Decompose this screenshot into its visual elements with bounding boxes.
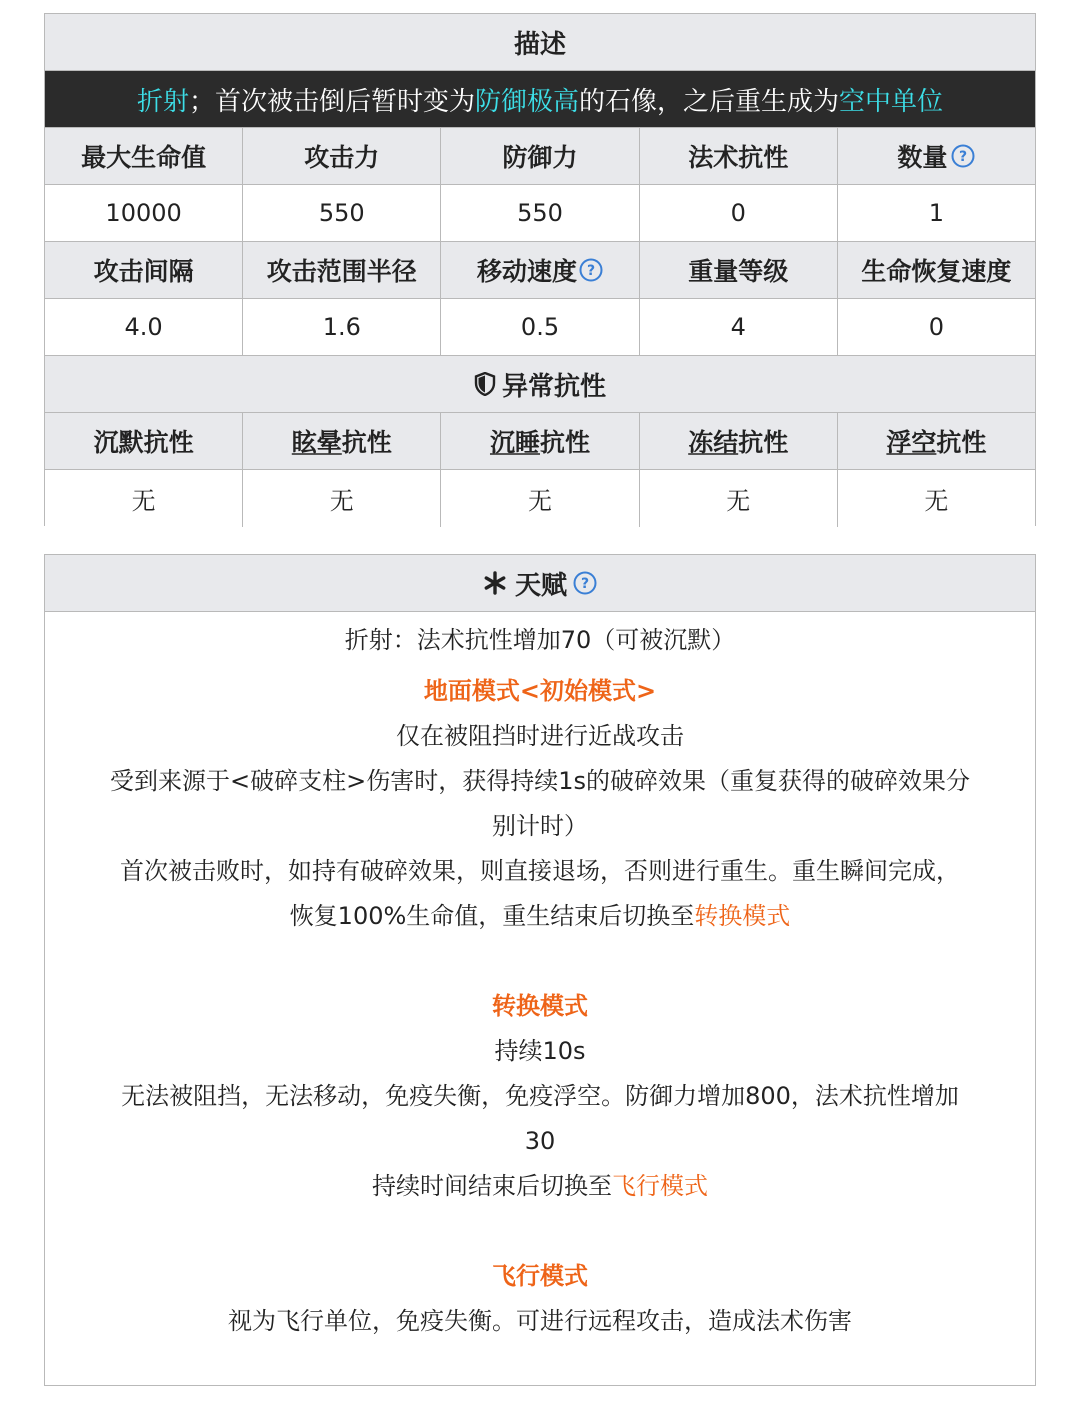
spacer	[45, 1209, 1035, 1254]
resist-value-row	[45, 470, 1035, 527]
stat-label-count	[838, 128, 1035, 184]
resist-label	[838, 413, 1035, 469]
stat-label: 防御力	[441, 128, 639, 184]
asterisk-icon	[483, 571, 507, 595]
stats-value-row-1	[45, 185, 1035, 242]
resist-label	[243, 413, 441, 469]
talent-line: 首次被击败时，如持有破碎效果，则直接退场，否则进行重生。重生瞬间完成，	[120, 857, 960, 885]
resist-label	[441, 413, 639, 469]
switch-mode-title: 转换模式	[492, 992, 588, 1020]
resist-link[interactable]: 眩晕	[291, 428, 342, 457]
stats-label-row-1	[45, 128, 1035, 185]
talent-text: 恢复100%生命值，重生结束后切换至	[289, 902, 695, 930]
stat-value: 4	[640, 299, 838, 355]
stat-label: 法术抗性	[640, 128, 838, 184]
stat-value: 0	[838, 299, 1035, 355]
resist-label-text: 抗性	[341, 428, 392, 457]
stat-value: 0	[640, 185, 838, 241]
svg-text:?: ?	[959, 149, 968, 165]
resist-value: 无	[640, 470, 838, 527]
talent-title: 天赋	[514, 570, 567, 601]
talent-line: 持续10s	[494, 1037, 586, 1065]
stat-value: 1.6	[243, 299, 441, 355]
stat-label-speed	[441, 242, 639, 298]
desc-seg-0[interactable]: 折射	[136, 86, 189, 117]
stats-value-row-2	[45, 299, 1035, 356]
resist-title: 异常抗性	[501, 371, 606, 402]
fly-mode-title: 飞行模式	[492, 1262, 588, 1290]
talent-line: 折射：法术抗性增加70（可被沉默）	[344, 626, 736, 654]
talent-panel	[44, 554, 1036, 1386]
talent-header	[45, 555, 1035, 612]
resist-label-text: 抗性	[936, 428, 987, 457]
ground-mode-title: 地面模式<初始模式>	[423, 677, 657, 705]
shield-icon	[474, 372, 496, 396]
stat-value: 10000	[45, 185, 243, 241]
description-bar	[45, 71, 1035, 128]
resist-label-text: 沉默抗性	[93, 428, 194, 457]
switch-mode-link[interactable]: 转换模式	[694, 902, 791, 930]
stats-label-row-2	[45, 242, 1035, 299]
help-icon[interactable]	[951, 144, 975, 168]
resist-value: 无	[838, 470, 1035, 527]
resist-label-text: 抗性	[738, 428, 789, 457]
help-icon[interactable]	[573, 571, 597, 595]
talent-line	[45, 1164, 1035, 1209]
fly-mode-link[interactable]: 飞行模式	[612, 1172, 708, 1200]
stat-value: 0.5	[441, 299, 639, 355]
resist-link[interactable]: 冻结	[688, 428, 739, 457]
resist-label-text: 抗性	[540, 428, 591, 457]
stat-label: 数量	[897, 143, 948, 172]
stat-label: 生命恢复速度	[861, 257, 1012, 286]
svg-text:?: ?	[586, 263, 596, 279]
stat-value: 550	[243, 185, 441, 241]
resist-label	[45, 413, 243, 469]
stat-value: 4.0	[45, 299, 243, 355]
talent-line: 受到来源于<破碎支柱>伤害时，获得持续1s的破碎效果（重复获得的破碎效果分	[110, 767, 970, 795]
resist-link[interactable]: 沉睡	[489, 428, 540, 457]
resist-header	[45, 356, 1035, 413]
resist-label	[640, 413, 838, 469]
talent-line	[45, 894, 1035, 939]
help-icon[interactable]	[579, 258, 603, 282]
stat-label: 最大生命值	[45, 128, 243, 184]
desc-seg-4[interactable]: 空中单位	[839, 86, 944, 117]
svg-text:?: ?	[580, 576, 590, 592]
description-header	[45, 14, 1035, 71]
resist-value: 无	[243, 470, 441, 527]
stat-label: 重量等级	[640, 242, 838, 298]
stat-value: 1	[838, 185, 1035, 241]
stat-label: 移动速度	[477, 257, 578, 286]
talent-line: 视为飞行单位，免疫失衡。可进行远程攻击，造成法术伤害	[228, 1307, 852, 1335]
resist-value: 无	[45, 470, 243, 527]
enemy-stats-panel	[44, 13, 1036, 526]
talent-line: 别计时）	[492, 812, 588, 840]
stat-value: 550	[441, 185, 639, 241]
resist-label-row	[45, 413, 1035, 470]
desc-seg-3: 的石像，之后重生成为	[579, 86, 840, 117]
talent-text: 持续时间结束后切换至	[372, 1172, 612, 1200]
talent-line: 无法被阻挡，无法移动，免疫失衡，免疫浮空。防御力增加800，法术抗性增加	[121, 1082, 959, 1110]
talent-line: 仅在被阻挡时进行近战攻击	[396, 722, 684, 750]
talent-line: 30	[524, 1127, 556, 1155]
stat-label: 攻击力	[243, 128, 441, 184]
spacer	[45, 939, 1035, 984]
resist-value: 无	[441, 470, 639, 527]
talent-body	[45, 612, 1035, 1344]
desc-seg-1: ；首次被击倒后暂时变为	[188, 86, 475, 117]
resist-link[interactable]: 浮空	[886, 428, 937, 457]
desc-seg-2[interactable]: 防御极高	[474, 86, 579, 117]
stat-label: 攻击间隔	[45, 242, 243, 298]
description-title: 描述	[513, 29, 566, 60]
stat-label: 攻击范围半径	[243, 242, 441, 298]
